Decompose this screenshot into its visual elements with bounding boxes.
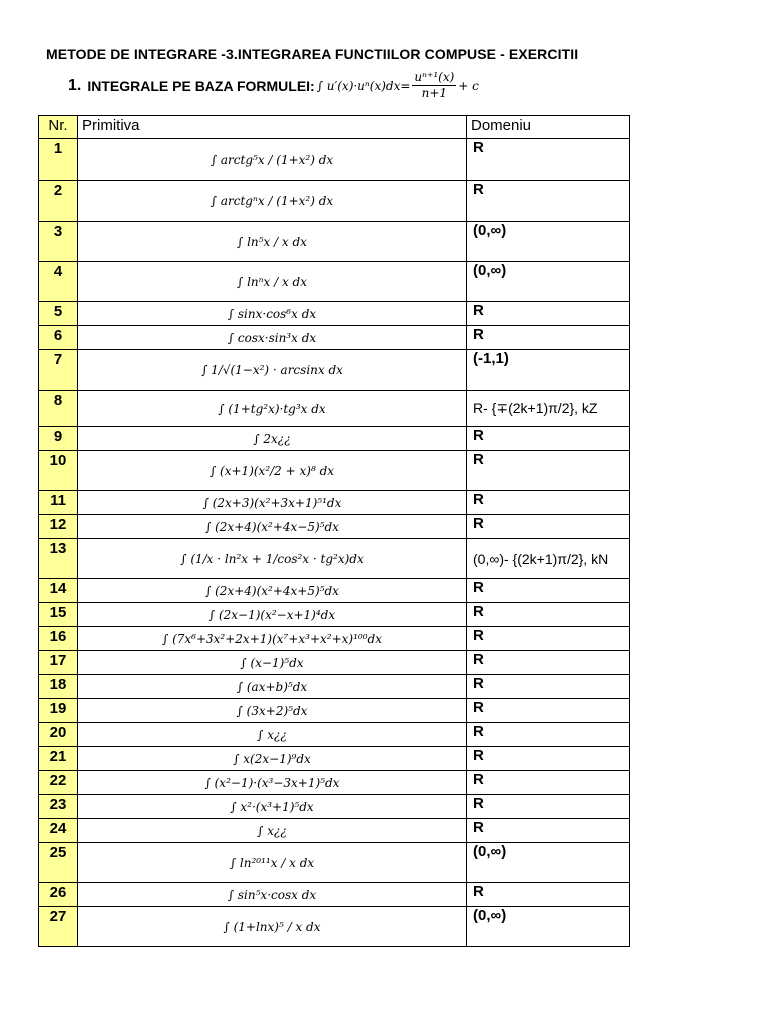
row-number: 25 — [39, 843, 78, 883]
exercise-table — [38, 115, 630, 947]
table-row — [39, 222, 630, 262]
row-number: 20 — [39, 723, 78, 747]
domain-cell: R — [467, 326, 630, 350]
integral-expression: ∫ (x+1)(x²/2 + x)⁸ dx — [78, 451, 467, 491]
integral-expression: ∫ (2x+4)(x²+4x−5)⁵dx — [78, 515, 467, 539]
domain-cell: R — [467, 883, 630, 907]
table-row — [39, 843, 630, 883]
formula-numerator: uⁿ⁺¹(x) — [414, 70, 455, 84]
formula-left: ∫ u′(x)·uⁿ(x)dx= — [316, 78, 411, 93]
table-row — [39, 699, 630, 723]
table-row — [39, 515, 630, 539]
integral-expression: ∫ (7x⁶+3x²+2x+1)(x⁷+x³+x²+x)¹⁰⁰dx — [78, 627, 467, 651]
domain-cell: R — [467, 139, 630, 181]
integral-expression: ∫ (2x+4)(x²+4x+5)⁵dx — [78, 579, 467, 603]
table-row — [39, 427, 630, 451]
section-number: 1. — [68, 76, 82, 94]
page-title: METODE DE INTEGRARE -3.INTEGRAREA FUNCTIILOR COMPUSE - EXERCITII — [46, 46, 579, 62]
table-row — [39, 771, 630, 795]
row-number: 12 — [39, 515, 78, 539]
domain-cell: R — [467, 795, 630, 819]
domain-cell: R — [467, 675, 630, 699]
row-number: 1 — [39, 139, 78, 181]
row-number: 7 — [39, 350, 78, 391]
row-number: 22 — [39, 771, 78, 795]
row-number: 27 — [39, 907, 78, 947]
row-number: 4 — [39, 262, 78, 302]
header-domeniu: Domeniu — [467, 116, 630, 139]
table-row — [39, 907, 630, 947]
integral-expression: ∫ x²·(x³+1)⁵dx — [78, 795, 467, 819]
row-number: 19 — [39, 699, 78, 723]
table-row — [39, 795, 630, 819]
integral-expression: ∫ ln⁵x / x dx — [78, 222, 467, 262]
table-row — [39, 747, 630, 771]
row-number: 15 — [39, 603, 78, 627]
domain-cell: R — [467, 699, 630, 723]
row-number: 6 — [39, 326, 78, 350]
domain-cell: R — [467, 181, 630, 222]
integral-expression: ∫ sin⁵x·cosx dx — [78, 883, 467, 907]
formula-right: + c — [458, 78, 479, 93]
row-number: 14 — [39, 579, 78, 603]
integral-expression: ∫ (2x−1)(x²−x+1)⁴dx — [78, 603, 467, 627]
formula — [317, 70, 479, 101]
row-number: 26 — [39, 883, 78, 907]
row-number: 3 — [39, 222, 78, 262]
integral-expression: ∫ (1/x · ln²x + 1/cos²x · tg²x)dx — [78, 539, 467, 579]
domain-cell: (0,∞) — [467, 262, 630, 302]
header-primitiva: Primitiva — [78, 116, 467, 139]
row-number: 21 — [39, 747, 78, 771]
table-row — [39, 491, 630, 515]
table-row — [39, 181, 630, 222]
integral-expression: ∫ cosx·sin³x dx — [78, 326, 467, 350]
row-number: 11 — [39, 491, 78, 515]
row-number: 16 — [39, 627, 78, 651]
integral-expression: ∫ arctgⁿx / (1+x²) dx — [78, 181, 467, 222]
domain-cell: (0,∞)- {(2k+1)π/2}, kN — [467, 539, 630, 579]
row-number: 2 — [39, 181, 78, 222]
integral-expression: ∫ ln²⁰¹¹x / x dx — [78, 843, 467, 883]
table-header-row — [39, 116, 630, 139]
domain-cell: (0,∞) — [467, 222, 630, 262]
table-row — [39, 539, 630, 579]
formula-fraction — [412, 70, 456, 101]
domain-cell: R — [467, 451, 630, 491]
table-row — [39, 391, 630, 427]
row-number: 5 — [39, 302, 78, 326]
integral-expression: ∫ 1/√(1−x²) · arcsinx dx — [78, 350, 467, 391]
integral-expression: ∫ lnⁿx / x dx — [78, 262, 467, 302]
integral-expression: ∫ (3x+2)⁵dx — [78, 699, 467, 723]
integral-expression: ∫ (x²−1)·(x³−3x+1)⁵dx — [78, 771, 467, 795]
domain-cell: R — [467, 771, 630, 795]
table-row — [39, 262, 630, 302]
domain-cell: R — [467, 515, 630, 539]
domain-cell: R — [467, 747, 630, 771]
row-number: 9 — [39, 427, 78, 451]
integral-expression: ∫ (1+lnx)⁵ / x dx — [78, 907, 467, 947]
table-row — [39, 451, 630, 491]
table-row — [39, 579, 630, 603]
table-row — [39, 651, 630, 675]
row-number: 18 — [39, 675, 78, 699]
integral-expression: ∫ 2x¿¿ — [78, 427, 467, 451]
domain-cell: R — [467, 603, 630, 627]
domain-cell: (0,∞) — [467, 907, 630, 947]
domain-cell: R — [467, 427, 630, 451]
domain-cell: R — [467, 627, 630, 651]
table-row — [39, 723, 630, 747]
row-number: 23 — [39, 795, 78, 819]
domain-cell: (0,∞) — [467, 843, 630, 883]
domain-cell: R — [467, 651, 630, 675]
table-row — [39, 603, 630, 627]
formula-denominator: n+1 — [421, 86, 448, 100]
integral-expression: ∫ (ax+b)⁵dx — [78, 675, 467, 699]
section-heading — [68, 70, 479, 101]
table-row — [39, 350, 630, 391]
integral-expression: ∫ x(2x−1)⁹dx — [78, 747, 467, 771]
row-number: 8 — [39, 391, 78, 427]
integral-expression: ∫ (1+tg²x)·tg³x dx — [78, 391, 467, 427]
table-row — [39, 302, 630, 326]
domain-cell: R- {∓(2k+1)π/2}, kZ — [467, 391, 630, 427]
integral-expression: ∫ (x−1)⁵dx — [78, 651, 467, 675]
table-row — [39, 139, 630, 181]
table-row — [39, 883, 630, 907]
table-row — [39, 627, 630, 651]
row-number: 10 — [39, 451, 78, 491]
table-row — [39, 326, 630, 350]
integral-expression: ∫ arctg⁵x / (1+x²) dx — [78, 139, 467, 181]
domain-cell: R — [467, 819, 630, 843]
domain-cell: R — [467, 491, 630, 515]
integral-expression: ∫ (2x+3)(x²+3x+1)⁵¹dx — [78, 491, 467, 515]
header-nr: Nr. — [39, 116, 78, 139]
row-number: 17 — [39, 651, 78, 675]
row-number: 13 — [39, 539, 78, 579]
table-row — [39, 819, 630, 843]
table-row — [39, 675, 630, 699]
domain-cell: R — [467, 579, 630, 603]
integral-expression: ∫ x¿¿ — [78, 819, 467, 843]
domain-cell: R — [467, 723, 630, 747]
integral-expression: ∫ sinx·cos⁶x dx — [78, 302, 467, 326]
domain-cell: (-1,1) — [467, 350, 630, 391]
row-number: 24 — [39, 819, 78, 843]
domain-cell: R — [467, 302, 630, 326]
integral-expression: ∫ x¿¿ — [78, 723, 467, 747]
section-label: INTEGRALE PE BAZA FORMULEI: — [87, 77, 315, 94]
